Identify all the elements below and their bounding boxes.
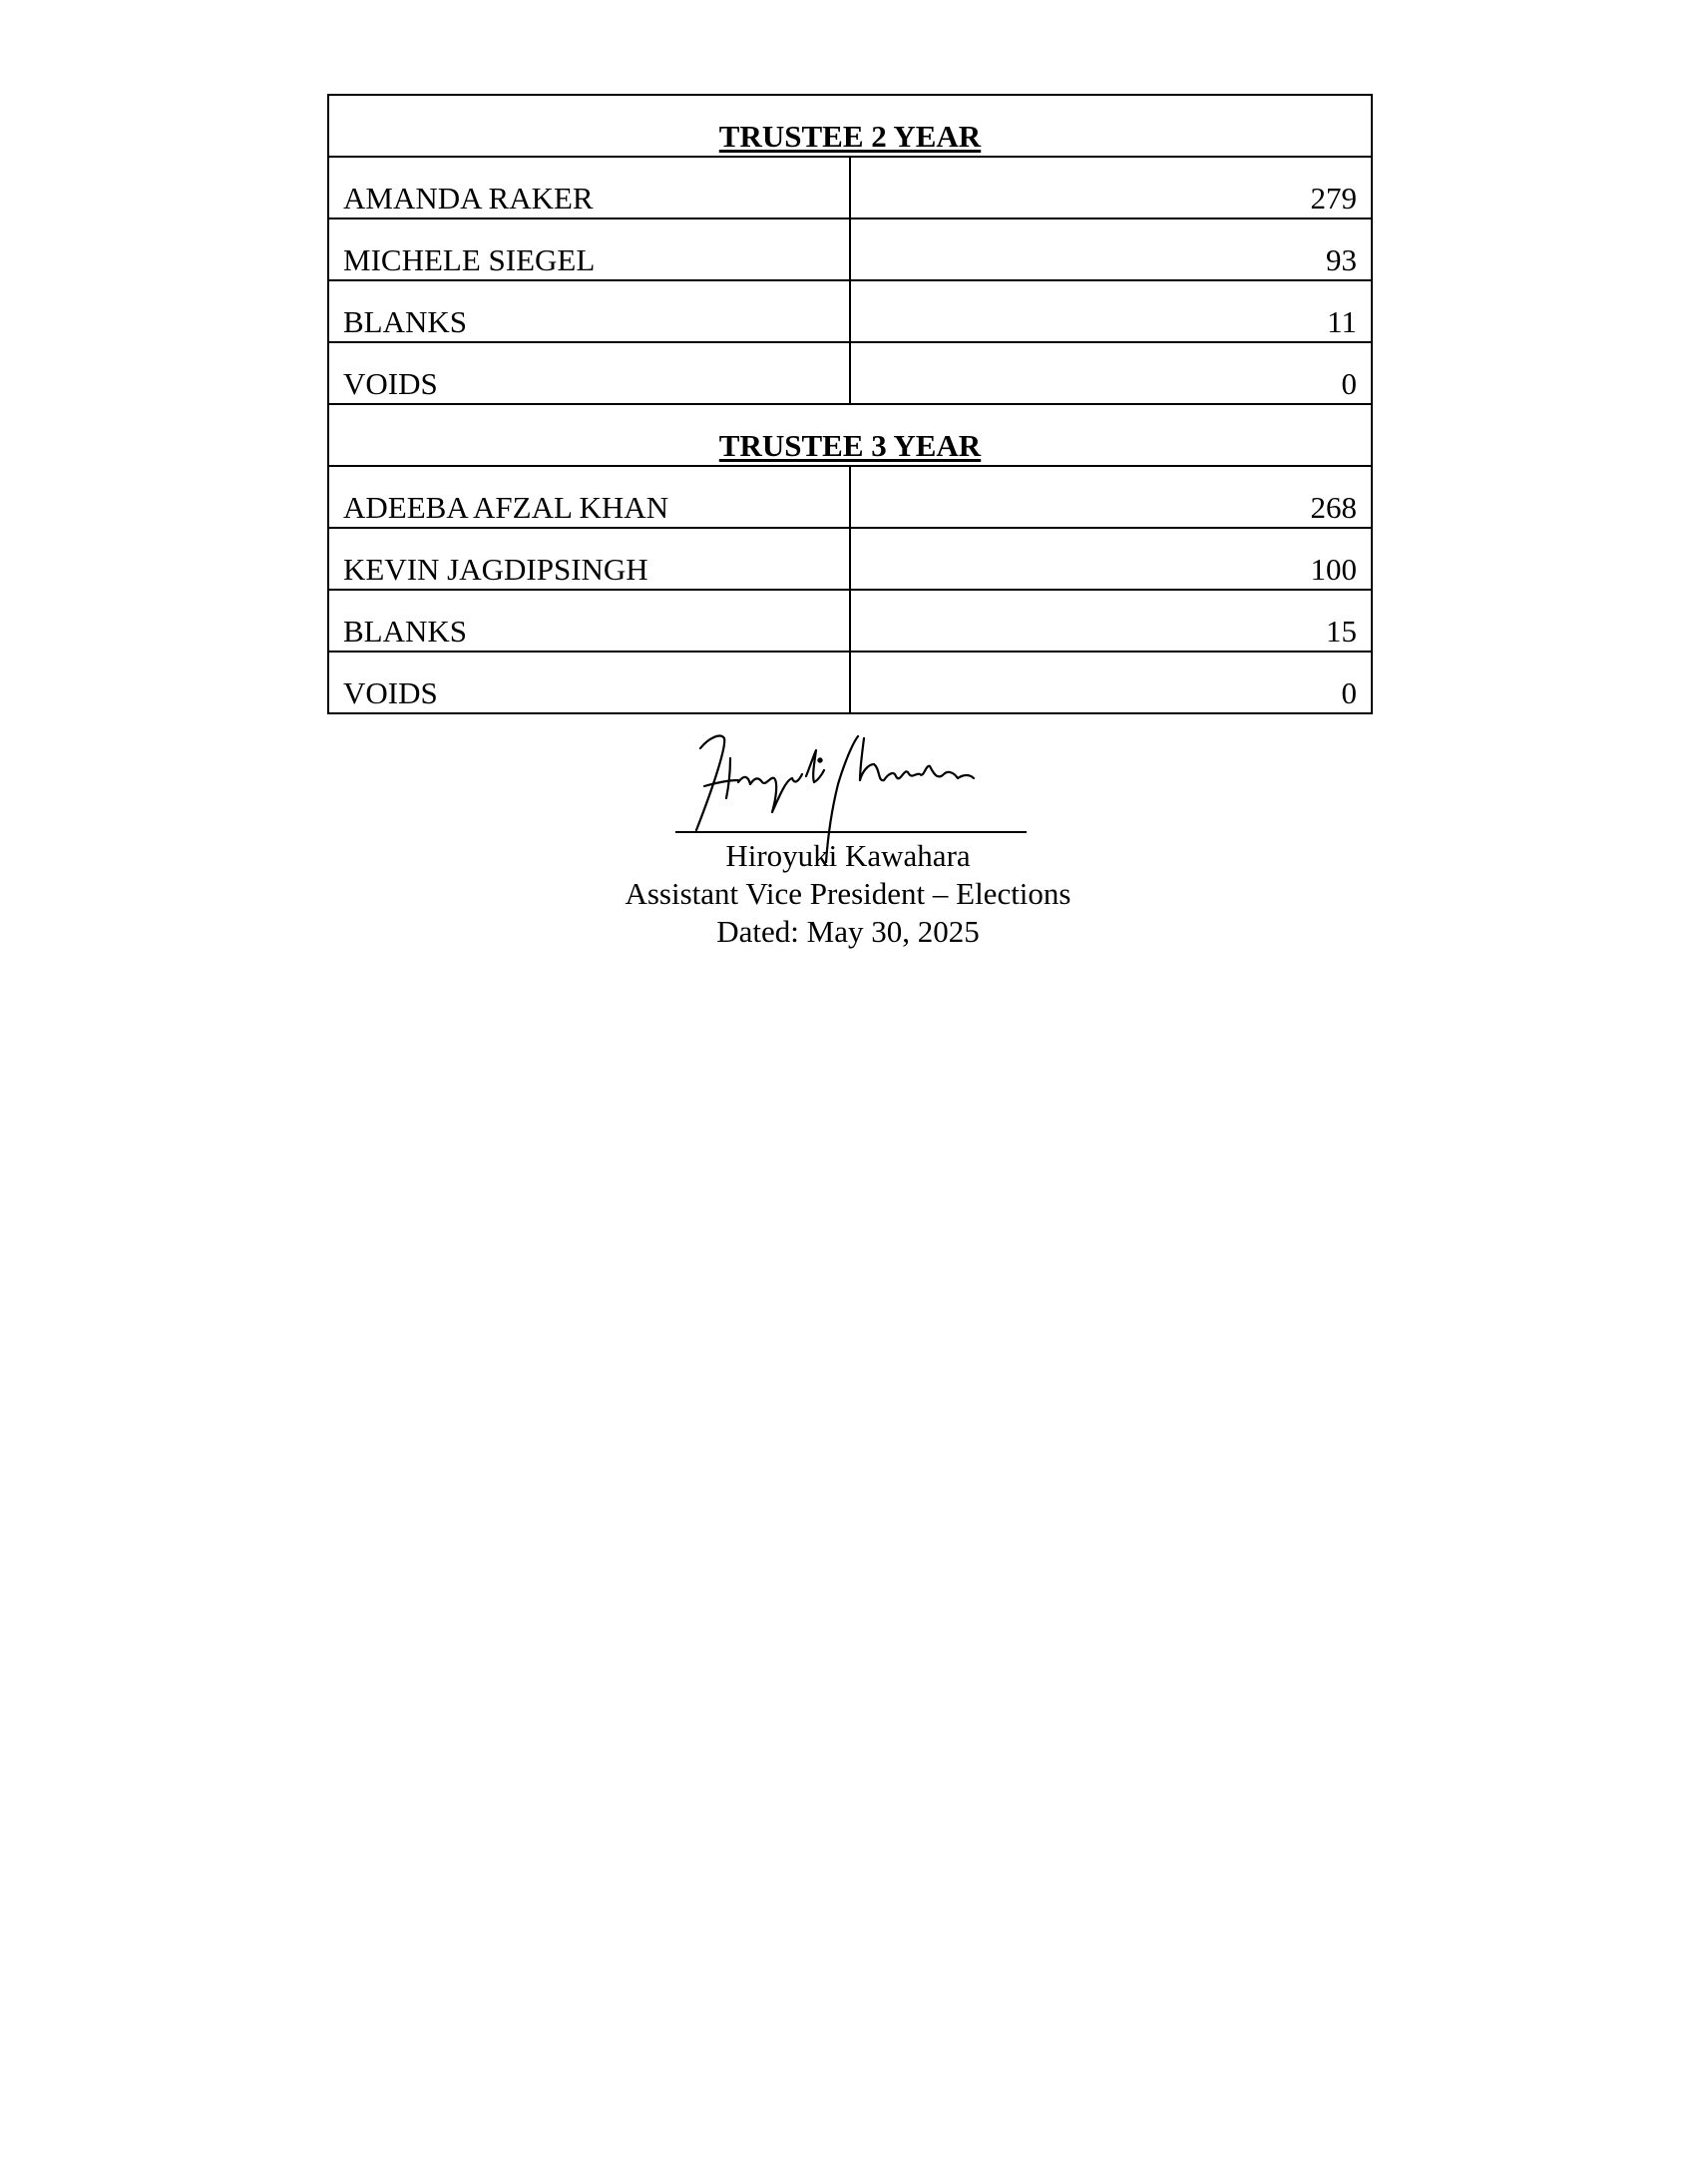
vote-count: 268 <box>850 466 1372 528</box>
candidate-name: AMANDA RAKER <box>328 157 850 218</box>
blanks-count: 15 <box>850 590 1372 652</box>
table-row <box>328 528 1372 590</box>
table-row <box>328 652 1372 713</box>
section-title-trustee-2-year: TRUSTEE 2 YEAR <box>328 95 1372 157</box>
candidate-name: MICHELE SIEGEL <box>328 218 850 280</box>
table-row <box>328 157 1372 218</box>
section-header-row <box>328 404 1372 466</box>
section-title-trustee-3-year: TRUSTEE 3 YEAR <box>328 404 1372 466</box>
blanks-count: 11 <box>850 280 1372 342</box>
blanks-label: BLANKS <box>328 590 850 652</box>
candidate-name: KEVIN JAGDIPSINGH <box>328 528 850 590</box>
table-row <box>328 466 1372 528</box>
signer-details <box>549 837 1147 951</box>
signature-line <box>675 831 1027 833</box>
election-results-table <box>327 94 1373 714</box>
voids-count: 0 <box>850 652 1372 713</box>
voids-count: 0 <box>850 342 1372 404</box>
table-row <box>328 342 1372 404</box>
vote-count: 93 <box>850 218 1372 280</box>
candidate-name: ADEEBA AFZAL KHAN <box>328 466 850 528</box>
signature-date: Dated: May 30, 2025 <box>716 914 980 949</box>
table-row <box>328 590 1372 652</box>
voids-label: VOIDS <box>328 342 850 404</box>
section-header-row <box>328 95 1372 157</box>
vote-count: 100 <box>850 528 1372 590</box>
signer-title: Assistant Vice President – Elections <box>625 876 1071 911</box>
signer-name: Hiroyuki Kawahara <box>725 838 971 873</box>
table-row <box>328 218 1372 280</box>
voids-label: VOIDS <box>328 652 850 713</box>
table-row <box>328 280 1372 342</box>
blanks-label: BLANKS <box>328 280 850 342</box>
vote-count: 279 <box>850 157 1372 218</box>
